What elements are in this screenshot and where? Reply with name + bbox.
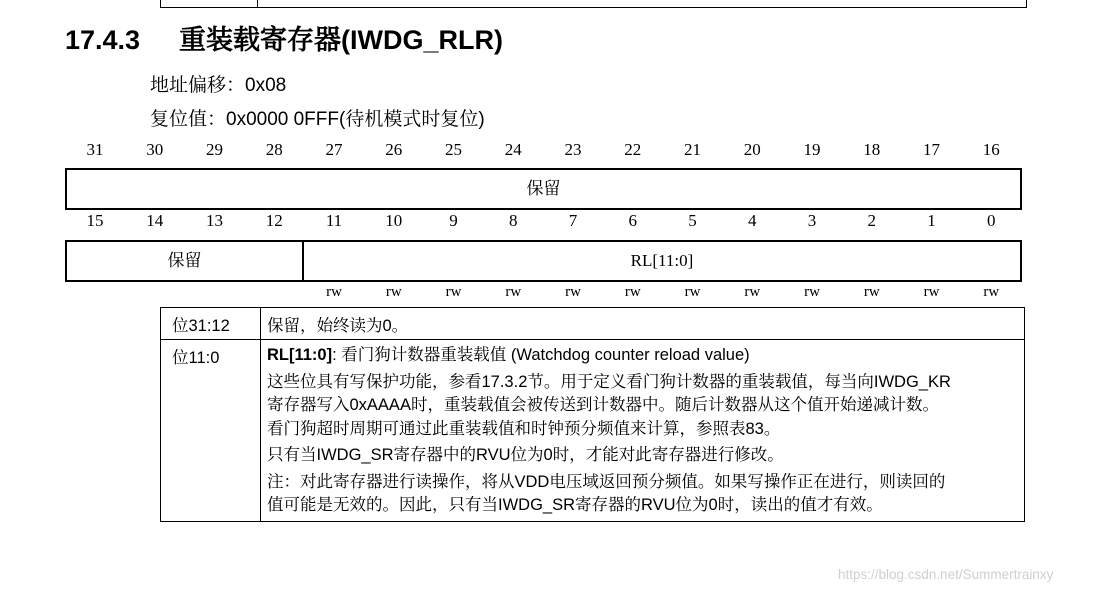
access-type: rw — [863, 284, 880, 300]
bit-description-table — [160, 307, 1025, 522]
access-type: rw — [684, 284, 701, 300]
access-row — [65, 284, 1020, 304]
bit-number: 30 — [146, 140, 164, 159]
bit-number: 12 — [265, 211, 283, 230]
bit-number: 5 — [688, 211, 697, 230]
bit-number: 20 — [743, 140, 761, 159]
desc-line: 看门狗超时周期可通过此重装载值和时钟预分频值来计算，参照表83。 — [267, 419, 781, 438]
section-title: 重装载寄存器(IWDG_RLR) — [179, 25, 503, 55]
bit-numbers-low — [65, 211, 1020, 233]
bit-number: 25 — [445, 140, 462, 159]
bit-number: 1 — [927, 211, 936, 230]
bit-number: 31 — [86, 140, 104, 159]
bit-number: 7 — [568, 211, 578, 230]
register-low-half — [65, 240, 1022, 282]
section-heading — [65, 18, 503, 57]
bit-number: 22 — [624, 140, 642, 159]
rl-field: RL[11:0] — [630, 251, 694, 270]
description-cell — [261, 340, 1025, 522]
desc-line: 只有当IWDG_SR寄存器中的RVU位为0时，才能对此寄存器进行修改。 — [267, 446, 784, 464]
desc-line: 寄存器写入0xAAAA时，重装载值会被传送到计数器中。随后计数器从这个值开始递减计数。 — [267, 396, 939, 414]
access-type: rw — [804, 284, 820, 300]
bit-number: 28 — [265, 140, 283, 159]
bit-number: 11 — [325, 211, 343, 230]
previous-table-edge — [160, 0, 1027, 8]
watermark: https://blog.csdn.net/Summertrainxy — [838, 567, 1054, 582]
access-type: rw — [385, 284, 402, 300]
field-name: RL[11:0] — [267, 346, 333, 364]
bit-number: 29 — [206, 140, 223, 159]
bit-number: 3 — [807, 211, 817, 230]
register-high-half — [65, 168, 1022, 210]
bit-number: 23 — [564, 140, 582, 159]
bit-number: 0 — [987, 211, 996, 230]
reserved-field-high: 保留 — [526, 179, 561, 198]
bit-number: 27 — [325, 140, 343, 159]
access-type: rw — [624, 284, 641, 300]
bit-number: 10 — [385, 211, 403, 230]
description-cell: 保留，始终读为0。 — [261, 308, 1025, 340]
bit-number: 24 — [504, 140, 522, 159]
access-type: rw — [326, 284, 342, 300]
access-type: rw — [983, 284, 1000, 300]
bit-number: 13 — [206, 211, 223, 230]
table-row — [161, 308, 1025, 340]
access-type: rw — [445, 284, 462, 300]
bit-number: 8 — [509, 211, 518, 230]
bits-cell: 位11:0 — [161, 340, 261, 522]
bit-number: 9 — [449, 211, 458, 230]
bits-cell: 位31:12 — [161, 308, 261, 340]
desc-line: 这些位具有写保护功能，参看17.3.2节。用于定义看门狗计数器的重装载值，每当向IWDG_KR — [267, 372, 951, 391]
note-line: 值可能是无效的。因此，只有当IWDG_SR寄存器的RVU位为0时，读出的值才有效。 — [267, 496, 883, 514]
field-description: : 看门狗计数器重装载值 (Watchdog counter reload value) — [332, 346, 750, 364]
bit-number: 15 — [86, 211, 104, 230]
reserved-field-low: 保留 — [67, 242, 304, 280]
access-type: rw — [744, 284, 761, 300]
bit-numbers-high — [65, 140, 1020, 162]
bit-number: 6 — [628, 211, 637, 230]
bit-number: 26 — [385, 140, 403, 159]
access-type: rw — [505, 284, 522, 300]
bit-number: 14 — [146, 211, 164, 230]
table-row — [161, 340, 1025, 522]
section-number: 17.4.3 — [65, 25, 141, 55]
access-type: rw — [565, 284, 581, 300]
note-line: 注：对此寄存器进行读操作，将从VDD电压域返回预分频值。如果写操作正在进行，则读回的 — [267, 472, 946, 491]
bit-number: 4 — [748, 211, 757, 230]
access-type: rw — [923, 284, 940, 300]
bit-number: 2 — [867, 211, 876, 230]
bit-number: 19 — [803, 140, 821, 159]
bit-number: 21 — [684, 140, 701, 159]
bit-number: 18 — [863, 140, 881, 159]
reset-value: 复位值：0x0000 0FFF(待机模式时复位) — [150, 109, 485, 130]
address-offset: 地址偏移：0x08 — [150, 75, 287, 96]
bit-number: 17 — [923, 140, 940, 159]
bit-number: 16 — [982, 140, 1000, 159]
